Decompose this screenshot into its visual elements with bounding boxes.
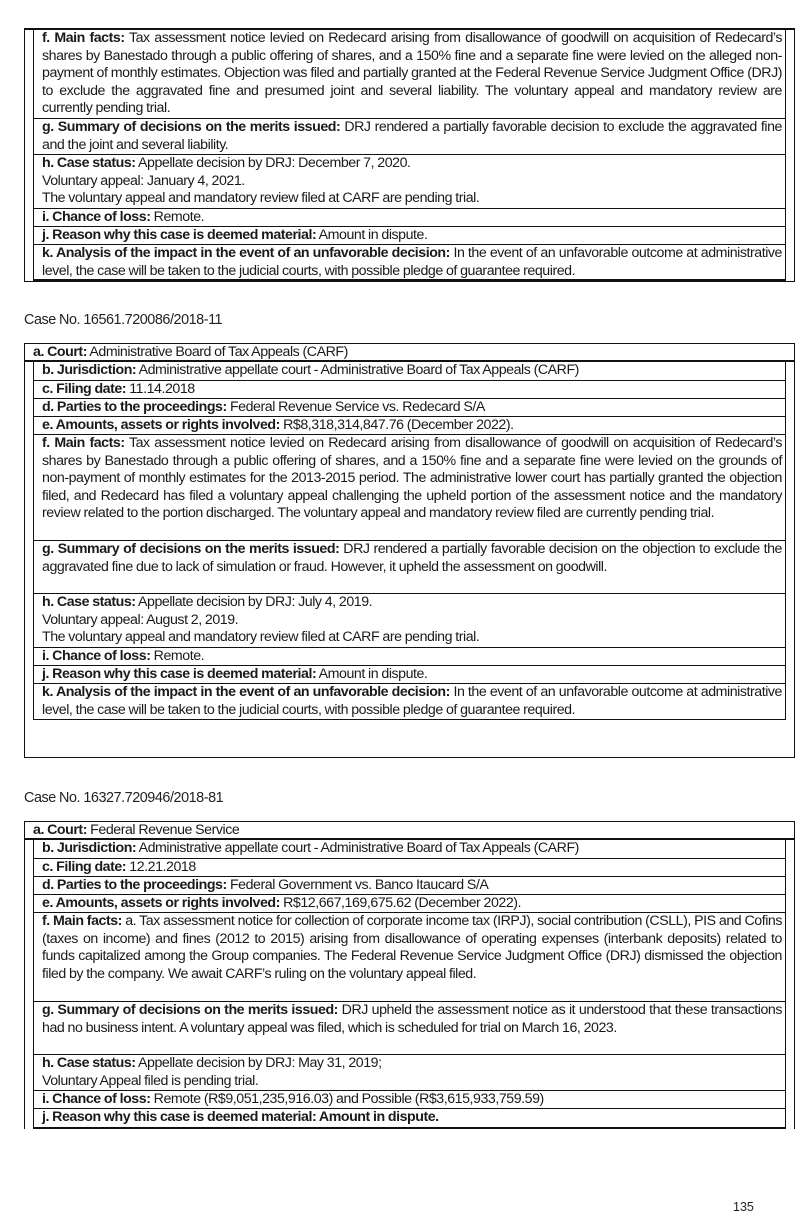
row-label: g. Summary of decisions on the merits issued: xyxy=(42,1002,338,1018)
row-materiality-reason xyxy=(34,227,785,245)
row-label: c. Filing date: xyxy=(42,859,127,875)
row-text: R$8,318,314,847.76 (December 2022). xyxy=(279,417,514,433)
row-text: DRJ rendered a partially favorable decision to exclude the aggravated fine and the joint and several liability. xyxy=(42,119,782,153)
row-label: i. Chance of loss: xyxy=(42,1091,151,1107)
row-materiality-reason xyxy=(34,666,785,684)
row-main-facts xyxy=(34,913,785,1002)
row-jurisdiction xyxy=(34,362,785,381)
row-amounts xyxy=(34,895,785,913)
row-chance-of-loss xyxy=(34,1091,785,1109)
row-label: e. Amounts, assets or rights involved: xyxy=(42,895,280,911)
row-text: Tax assessment notice levied on Redecard arising from disallowance of goodwill on acquisition of Redecard’s shares by Banestado through a public offering of shares, and a 150% fine and a separate fine were levied on the alleged non-payment of monthly estimates. Objection was filed and partially granted at the Federal Revenue Service Judgment Office (DRJ) to exclude the aggravated fine and presumed joint and several liability. The voluntary appeal and mandatory review are currently pending trial. xyxy=(42,30,782,117)
row-label: j. Reason why this case is deemed material: Amount in dispute. xyxy=(42,1109,439,1125)
case-table xyxy=(24,343,795,758)
row-text: 11.14.2018 xyxy=(126,381,195,397)
row-label: b. Jurisdiction: xyxy=(42,362,137,378)
case-table xyxy=(24,821,795,1129)
row-label: i. Chance of loss: xyxy=(42,648,151,664)
row-label: h. Case status: xyxy=(42,1055,136,1071)
row-text: DRJ upheld the assessment notice as it understood that these transactions had no business intent. A voluntary appeal was filed, which is scheduled for trial on March 16, 2023. xyxy=(42,1002,782,1036)
row-chance-of-loss xyxy=(34,209,785,227)
row-label: i. Chance of loss: xyxy=(42,209,151,225)
row-label: g. Summary of decisions on the merits issued: xyxy=(42,541,340,557)
row-text-line: Voluntary appeal: August 2, 2019. xyxy=(42,611,239,628)
case-number-heading: Case No. 16327.720946/2018-81 xyxy=(24,790,224,806)
row-text: Remote. xyxy=(150,648,205,664)
page-number: 135 xyxy=(733,1200,754,1214)
row-text: 12.21.2018 xyxy=(126,859,196,875)
row-label: c. Filing date: xyxy=(42,381,127,397)
row-text: DRJ rendered a partially favorable decision on the objection to exclude the aggravated fine due to lack of simulation or fraud. However, it upheld the assessment on goodwill. xyxy=(42,541,782,575)
row-label: h. Case status: xyxy=(42,155,136,171)
row-summary-decisions xyxy=(34,119,785,155)
row-case-status xyxy=(34,155,785,209)
row-label: j. Reason why this case is deemed material: xyxy=(42,666,317,682)
row-text: Administrative Board of Tax Appeals (CARF) xyxy=(86,344,348,360)
row-impact-analysis xyxy=(34,245,785,281)
row-text: Remote. xyxy=(150,209,205,225)
row-main-facts xyxy=(34,30,785,119)
row-text-line: Voluntary Appeal filed is pending trial. xyxy=(42,1072,259,1089)
row-summary-decisions xyxy=(34,541,785,594)
row-text: In the event of an unfavorable outcome at administrative level, the case will be taken to the judicial courts, with possible pledge of guarantee required. xyxy=(42,245,782,279)
row-text-line: The voluntary appeal and mandatory review filed at CARF are pending trial. xyxy=(42,629,480,646)
row-label: j. Reason why this case is deemed material: xyxy=(42,227,317,243)
row-amounts xyxy=(34,417,785,435)
row-chance-of-loss xyxy=(34,648,785,666)
row-text: Administrative appellate court - Administrative Board of Tax Appeals (CARF) xyxy=(136,362,579,378)
row-text: Amount in dispute. xyxy=(316,666,428,682)
row-text: Federal Revenue Service vs. Redecard S/A xyxy=(226,399,485,415)
case-number-heading: Case No. 16561.720086/2018-11 xyxy=(24,312,223,328)
row-text: R$12,667,169,675.62 (December 2022). xyxy=(279,895,522,911)
row-filing-date xyxy=(34,859,785,877)
row-text: Remote (R$9,051,235,916.03) and Possible (R$3,615,933,759.59) xyxy=(150,1091,544,1107)
row-main-facts xyxy=(34,435,785,541)
row-label: f. Main facts: xyxy=(42,30,125,46)
row-text-line: The voluntary appeal and mandatory review filed at CARF are pending trial. xyxy=(42,190,480,207)
row-label: d. Parties to the proceedings: xyxy=(42,877,227,893)
row-label: k. Analysis of the impact in the event of an unfavorable decision: xyxy=(42,684,450,700)
row-label: g. Summary of decisions on the merits issued: xyxy=(42,119,341,135)
row-filing-date xyxy=(34,381,785,399)
row-label: k. Analysis of the impact in the event of an unfavorable decision: xyxy=(42,245,450,261)
row-court xyxy=(25,822,794,840)
row-text: Amount in dispute. xyxy=(316,227,428,243)
row-jurisdiction xyxy=(34,840,785,859)
row-court xyxy=(25,344,794,362)
row-text: Tax assessment notice levied on Redecard arising from disallowance of goodwill on acquisition of Redecard’s shares by Banestado through a public offering of shares, and a 150% fine and a separate fine were levied on the grounds of non-payment of monthly estimates for the 2013-2015 period. The administrative lower court has partially granted the objection filed, and Redecard has filed a voluntary appeal challenging the upheld portion of the assessment notice and the mandatory review related to the portion discharged. The voluntary appeal and mandatory review filed are currently pending trial. xyxy=(42,435,782,522)
row-label: d. Parties to the proceedings: xyxy=(42,399,227,415)
row-text: Administrative appellate court - Administrative Board of Tax Appeals (CARF) xyxy=(136,840,579,856)
row-text: In the event of an unfavorable outcome at administrative level, the case will be taken to the judicial courts, with possible pledge of guarantee required. xyxy=(42,684,782,718)
row-materiality-reason xyxy=(34,1109,785,1129)
row-text: Appellate decision by DRJ: July 4, 2019. xyxy=(135,594,373,610)
row-parties xyxy=(34,399,785,417)
row-label: f. Main facts: xyxy=(42,435,125,451)
row-label: f. Main facts: xyxy=(42,913,122,929)
row-text: Federal Revenue Service xyxy=(86,822,240,838)
row-label: a. Court: xyxy=(33,822,87,838)
row-label: b. Jurisdiction: xyxy=(42,840,137,856)
row-label: e. Amounts, assets or rights involved: xyxy=(42,417,280,433)
row-text-line: Voluntary appeal: January 4, 2021. xyxy=(42,172,245,189)
row-case-status xyxy=(34,1055,785,1091)
row-text: a. Tax assessment notice for collection of corporate income tax (IRPJ), social contribution (CSLL), PIS and Cofins (taxes on income) and fines (2012 to 2015) arising from disallowance of operating expenses (interbank deposits) related to funds capitalized among the Group companies. The Federal Revenue Service Judgment Office (DRJ) dismissed the objection filed by the company. We await CARF’s ruling on the voluntary appeal filed. xyxy=(42,913,783,982)
row-summary-decisions xyxy=(34,1002,785,1055)
row-text: Appellate decision by DRJ: December 7, 2020. xyxy=(135,155,411,171)
row-text: Federal Government vs. Banco Itaucard S/A xyxy=(226,877,489,893)
row-label: h. Case status: xyxy=(42,594,136,610)
row-parties xyxy=(34,877,785,895)
row-text: Appellate decision by DRJ: May 31, 2019; xyxy=(135,1055,382,1071)
row-impact-analysis xyxy=(34,684,785,720)
case-table-continued xyxy=(24,28,795,282)
row-label: a. Court: xyxy=(33,344,87,360)
row-case-status xyxy=(34,594,785,648)
